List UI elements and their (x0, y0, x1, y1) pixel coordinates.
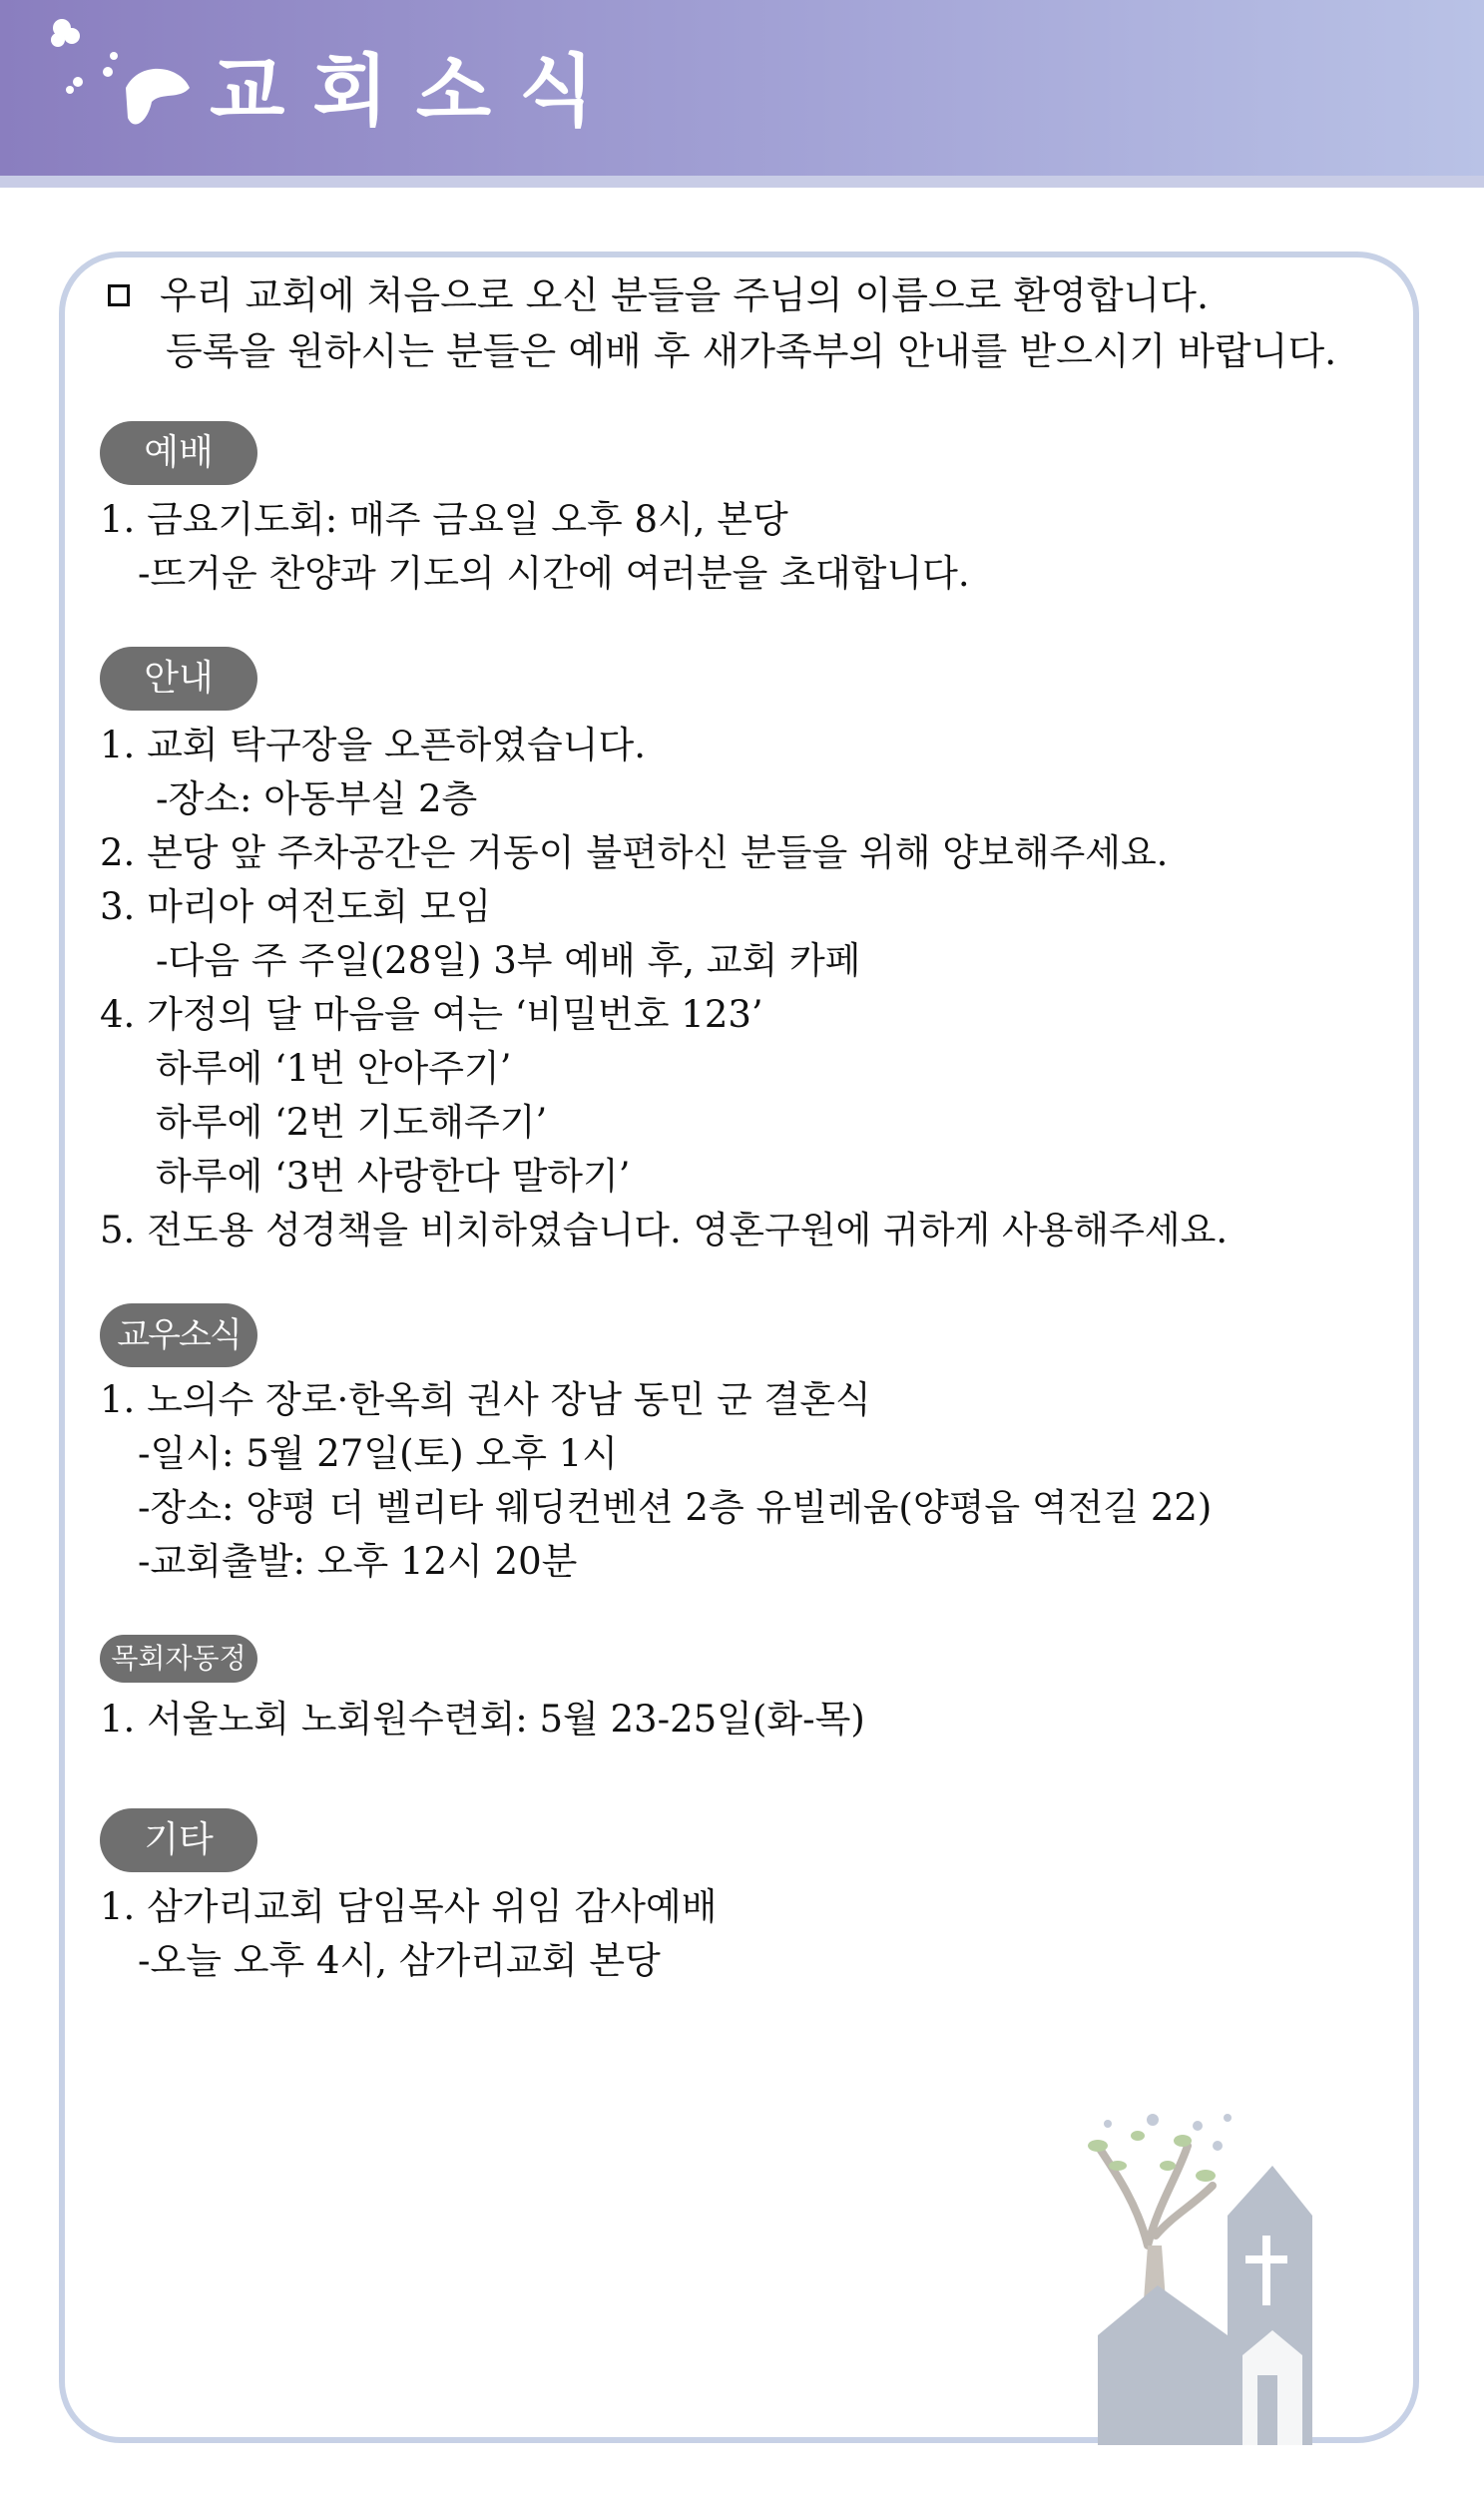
section-label-pastor: 목회자동정 (100, 1635, 257, 1683)
section-label-worship: 예배 (100, 421, 257, 485)
section-label-guide: 안내 (100, 647, 257, 711)
header-banner (0, 0, 1484, 176)
section-members (100, 1373, 1397, 1589)
intro-notice (108, 267, 1415, 379)
list-subitem: -다음 주 주일(28일) 3부 예배 후, 교회 카페 (156, 939, 861, 982)
section-worship (100, 493, 1397, 601)
list-subitem: -장소: 양평 더 벨리타 웨딩컨벤션 2층 유빌레움(양평읍 역전길 22) (138, 1486, 1213, 1529)
list-item: 5. 전도용 성경책을 비치하였습니다. 영혼구원에 귀하게 사용해주세요. (100, 1209, 1229, 1251)
butterfly-flower-icon (30, 10, 210, 140)
checkbox-icon (108, 284, 130, 306)
list-subitem: 하루에 ‘1번 안아주기’ (156, 1047, 512, 1090)
list-item: 2. 본당 앞 주차공간은 거동이 불편하신 분들을 위해 양보해주세요. (100, 831, 1169, 874)
intro-line: 등록을 원하시는 분들은 예배 후 새가족부의 안내를 받으시기 바랍니다. (166, 329, 1337, 373)
list-item: 1. 금요기도회: 매주 금요일 오후 8시, 본당 (100, 498, 788, 541)
list-subitem: 하루에 ‘3번 사랑한다 말하기’ (156, 1155, 631, 1198)
list-subitem: -장소: 아동부실 2층 (156, 777, 478, 820)
intro-line: 우리 교회에 처음으로 오신 분들을 주님의 이름으로 환영합니다. (108, 267, 1415, 323)
section-label-members: 교우소식 (100, 1303, 257, 1367)
list-item: 1. 교회 탁구장을 오픈하였습니다. (100, 724, 646, 766)
page-title: 교회소식 (210, 47, 623, 137)
list-subitem: 하루에 ‘2번 기도해주기’ (156, 1101, 548, 1144)
list-subitem: -교회출발: 오후 12시 20분 (138, 1540, 578, 1583)
list-item: 1. 삼가리교회 담임목사 위임 감사예배 (100, 1885, 718, 1928)
list-item: 3. 마리아 여전도회 모임 (100, 885, 492, 928)
header-stripe (0, 176, 1484, 188)
list-item: 1. 노의수 장로·한옥희 권사 장남 동민 군 결혼식 (100, 1378, 871, 1421)
list-subitem: -오늘 오후 4시, 삼가리교회 본당 (138, 1939, 661, 1982)
church-illustration (1078, 2106, 1337, 2445)
list-subitem: -뜨거운 찬양과 기도의 시간에 여러분을 초대합니다. (138, 552, 970, 595)
section-guide (100, 719, 1397, 1257)
list-item: 4. 가정의 달 마음을 여는 ‘비밀번호 123’ (100, 993, 763, 1036)
section-label-etc: 기타 (100, 1808, 257, 1872)
section-etc (100, 1880, 1397, 1988)
list-subitem: -일시: 5월 27일(토) 오후 1시 (138, 1432, 618, 1475)
list-item: 1. 서울노회 노회원수련회: 5월 23-25일(화-목) (100, 1698, 865, 1741)
section-pastor (100, 1693, 1397, 1747)
